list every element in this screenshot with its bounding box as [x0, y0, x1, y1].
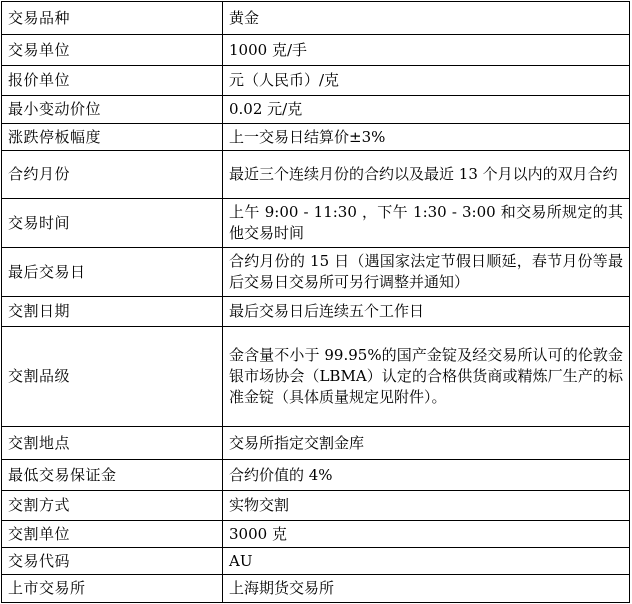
row-label: 交易代码: [2, 548, 223, 575]
row-label: 最后交易日: [2, 248, 223, 297]
row-value: 最近三个连续月份的合约以及最近 13 个月以内的双月合约: [223, 151, 630, 199]
row-label: 交割方式: [2, 491, 223, 521]
row-value: 上一交易日结算价±3%: [223, 124, 630, 151]
row-value: 金含量不小于 99.95%的国产金锭及经交易所认可的伦敦金银市场协会（LBMA）认定的合格供货商或精炼厂生产的标准金锭（具体质量规定见附件）。: [223, 327, 630, 427]
row-value: 1000 克/手: [223, 35, 630, 66]
row-value: 合约月份的 15 日（遇国家法定节假日顺延，春节月份等最后交易日交易所可另行调整并通知）: [223, 248, 630, 297]
row-label: 报价单位: [2, 66, 223, 96]
table-row: [2, 199, 630, 248]
table-row: [2, 35, 630, 66]
row-label: 交割日期: [2, 297, 223, 327]
row-value: 合约价值的 4%: [223, 460, 630, 491]
table-row: [2, 124, 630, 151]
table-row: [2, 327, 630, 427]
row-value: 元（人民币）/克: [223, 66, 630, 96]
row-value: 0.02 元/克: [223, 96, 630, 124]
row-label: 交割单位: [2, 521, 223, 548]
row-value: 上海期货交易所: [223, 575, 630, 603]
table-row: [2, 427, 630, 460]
row-label: 交易时间: [2, 199, 223, 248]
table-row: [2, 66, 630, 96]
table-row: [2, 521, 630, 548]
row-value: 上午 9:00 - 11:30 ，下午 1:30 - 3:00 和交易所规定的其他交易时间: [223, 199, 630, 248]
table-row: [2, 248, 630, 297]
table-row: [2, 2, 630, 35]
table-row: [2, 575, 630, 603]
table-row: [2, 460, 630, 491]
row-label: 交易品种: [2, 2, 223, 35]
row-label: 交割品级: [2, 327, 223, 427]
row-label: 最小变动价位: [2, 96, 223, 124]
contract-spec-table: [1, 1, 630, 603]
row-value: AU: [223, 548, 630, 575]
row-value: 最后交易日后连续五个工作日: [223, 297, 630, 327]
row-value: 3000 克: [223, 521, 630, 548]
row-label: 合约月份: [2, 151, 223, 199]
table-row: [2, 548, 630, 575]
row-label: 最低交易保证金: [2, 460, 223, 491]
row-label: 交割地点: [2, 427, 223, 460]
table-row: [2, 297, 630, 327]
row-label: 涨跌停板幅度: [2, 124, 223, 151]
row-value: 黄金: [223, 2, 630, 35]
table-row: [2, 151, 630, 199]
row-label: 上市交易所: [2, 575, 223, 603]
row-value: 实物交割: [223, 491, 630, 521]
row-label: 交易单位: [2, 35, 223, 66]
table-row: [2, 491, 630, 521]
table-row: [2, 96, 630, 124]
row-value: 交易所指定交割金库: [223, 427, 630, 460]
